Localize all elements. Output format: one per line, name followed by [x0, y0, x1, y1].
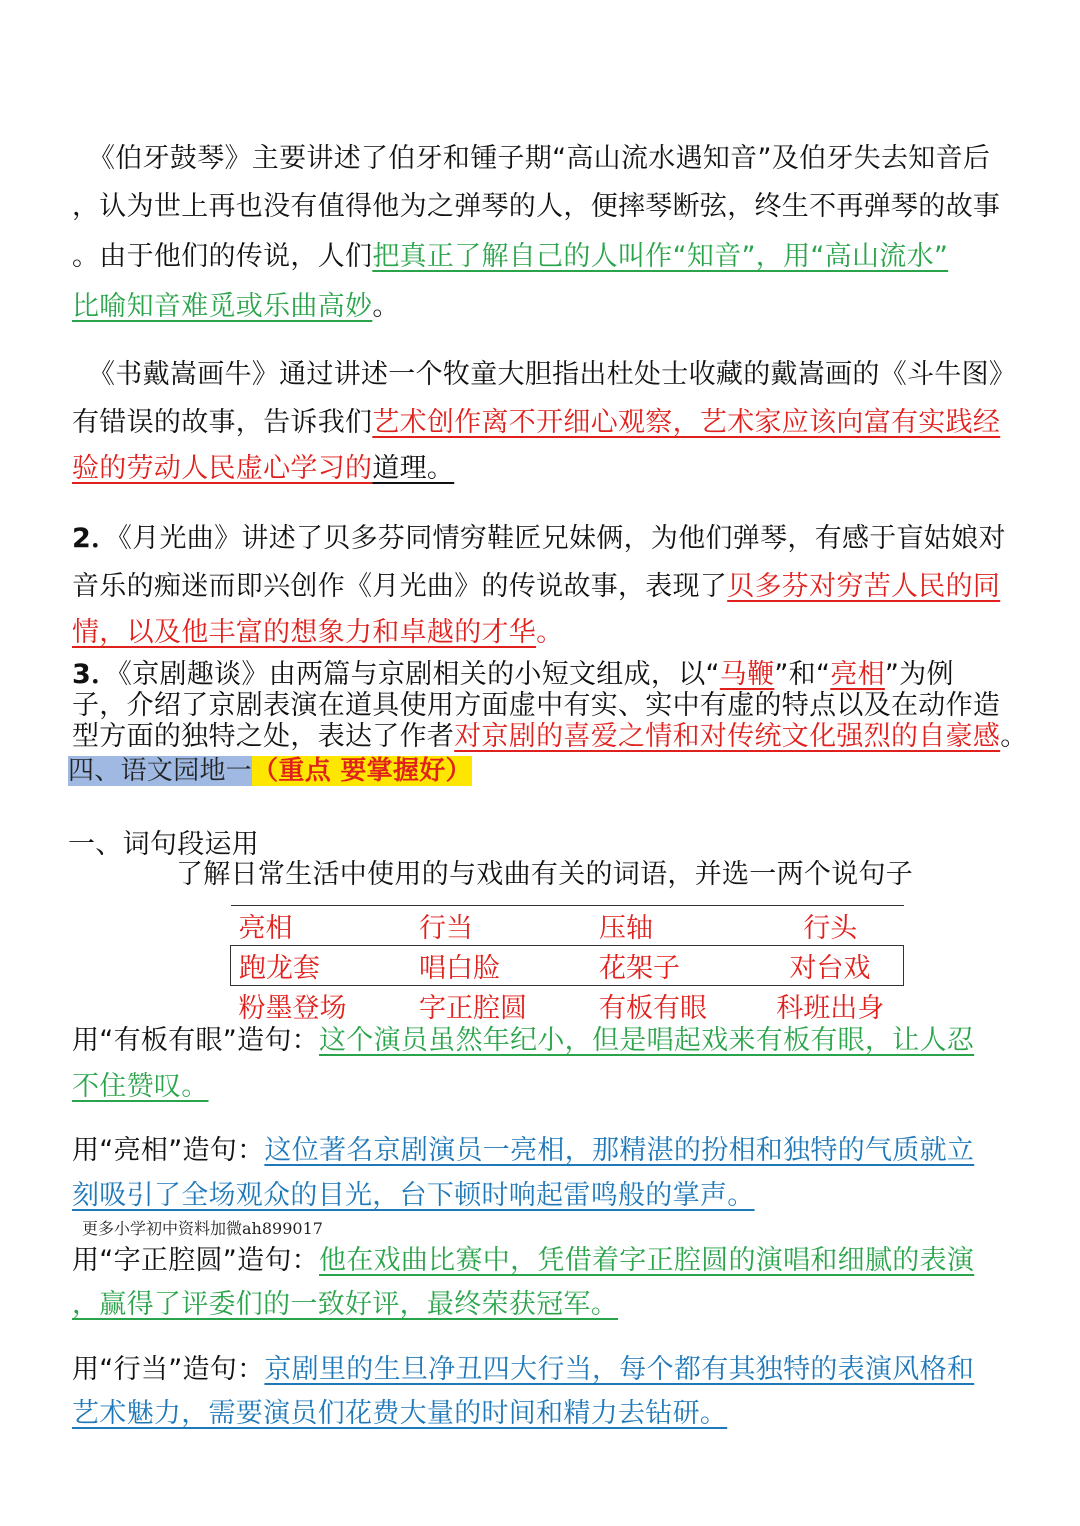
text-line: [72, 1064, 1012, 1103]
term-cell: 压轴: [591, 906, 757, 946]
item-number: 3．: [72, 659, 119, 690]
text-line: 《伯牙鼓琴》主要讲述了伯牙和锺子期“高山流水遇知音”及伯牙失去知音后: [88, 143, 991, 174]
key-point-red: 对京剧的喜爱之情和对传统文化强烈的自豪感: [454, 721, 1001, 752]
section-note: （重点 要掌握好）: [252, 756, 472, 786]
term-cell: 字正腔圆: [419, 993, 527, 1024]
table-row: [231, 906, 904, 946]
sentence-example: ，赢得了评委们的一致好评，最终荣获冠军。: [72, 1289, 618, 1320]
term-cell: 花架子: [591, 946, 757, 986]
item-number: 2．: [72, 523, 119, 554]
term-cell: 跑龙套: [231, 946, 412, 986]
text-line: 情，以及他丰富的想象力和卓越的才华。: [72, 617, 564, 648]
terms-table: [230, 905, 904, 1025]
sentence-label: 用“字正腔圆”造句：: [72, 1245, 319, 1276]
text-line: ，认为世上再也没有值得他为之弹琴的人，便摔琴断弦，终生不再弹琴的故事: [72, 191, 1001, 222]
watermark-text: 更多小学初中资料加微ah899017: [82, 1219, 323, 1238]
term-cell: 行当: [411, 906, 591, 946]
term-cell: 行头: [757, 906, 904, 946]
text-line: [72, 1173, 1012, 1212]
text-line: [72, 1128, 1012, 1167]
section-title: 四、语文园地一: [68, 756, 253, 786]
key-point-green: 比喻知音难觅或乐曲高妙: [72, 291, 373, 322]
text-line: 有错误的故事，告诉我们艺术创作离不开细心观察，艺术家应该向富有实践经: [72, 407, 1001, 438]
text-line: [72, 1347, 1012, 1386]
term-cell: 科班出身: [776, 993, 885, 1024]
text-line: 子，介绍了京剧表演在道具使用方面虚中有实、实中有虚的特点以及在动作造: [72, 690, 1001, 721]
text-line: 。由于他们的传说，人们把真正了解自己的人叫作“知音”，用“高山流水”: [72, 241, 949, 272]
text-line: 《书戴嵩画牛》通过讲述一个牧童大胆指出杜处士收藏的戴嵩画的《斗牛图》: [88, 359, 1017, 390]
subsection-title: 一、词句段运用: [68, 829, 260, 860]
text-line: [72, 1238, 1012, 1277]
text-line: [72, 1282, 1012, 1321]
term-cell: 唱白脸: [411, 946, 591, 986]
key-point-red: 贝多芬对穷苦人民的同: [727, 571, 1001, 602]
key-point-red: 验的劳动人民虚心学习的: [72, 453, 373, 484]
text-line: 2．《月光曲》讲述了贝多芬同情穷鞋匠兄妹俩，为他们弹琴，有感于盲姑娘对: [72, 523, 1006, 554]
text-line: 3．《京剧趣谈》由两篇与京剧相关的小短文组成，以“马鞭”和“亮相”为例: [72, 659, 954, 690]
sentence-example: 他在戏曲比赛中，凭借着字正腔圆的演唱和细腻的表演: [318, 1245, 975, 1276]
key-point-red: 艺术创作离不开细心观察，艺术家应该向富有实践经: [372, 407, 1001, 438]
term-cell: 对台戏: [757, 946, 904, 986]
sentence-example: 这位著名京剧演员一亮相，那精湛的扮相和独特的气质就立: [264, 1135, 975, 1166]
text-line: [72, 1391, 1012, 1430]
sentence-label: 用“行当”造句：: [72, 1354, 265, 1385]
text-line: 验的劳动人民虚心学习的道理。: [72, 453, 455, 484]
text-line: 型方面的独特之处，表达了作者对京剧的喜爱之情和对传统文化强烈的自豪感。: [72, 721, 1028, 752]
text-line: 音乐的痴迷而即兴创作《月光曲》的传说故事，表现了贝多芬对穷苦人民的同: [72, 571, 1001, 602]
text-line: 比喻知音难觅或乐曲高妙。: [72, 291, 400, 322]
key-point-green: 把真正了解自己的人叫作“知音”，用“高山流水”: [372, 241, 949, 272]
table-row: [231, 946, 904, 986]
instruction: 了解日常生活中使用的与戏曲有关的词语，并选一两个说句子: [176, 859, 914, 890]
key-point-red: 情，以及他丰富的想象力和卓越的才华: [72, 617, 537, 648]
term-cell: 有板有眼: [599, 993, 707, 1024]
sentence-label: 用“有板有眼”造句：: [72, 1025, 319, 1056]
sentence-example: 刻吸引了全场观众的目光，台下顿时响起雷鸣般的掌声。: [72, 1180, 755, 1211]
term-cell: 粉墨登场: [238, 993, 347, 1024]
sentence-example: 这个演员虽然年纪小，但是唱起戏来有板有眼，让人忍: [318, 1025, 975, 1056]
sentence-example: 不住赞叹。: [72, 1071, 209, 1102]
sentence-example: 艺术魅力，需要演员们花费大量的时间和精力去钻研。: [72, 1398, 728, 1429]
sentence-label: 用“亮相”造句：: [72, 1135, 265, 1166]
sentence-example: 京剧里的生旦净丑四大行当，每个都有其独特的表演风格和: [264, 1354, 975, 1385]
term-cell: 亮相: [231, 906, 412, 946]
section-heading: [68, 750, 1008, 787]
text-line: [72, 1018, 1012, 1057]
